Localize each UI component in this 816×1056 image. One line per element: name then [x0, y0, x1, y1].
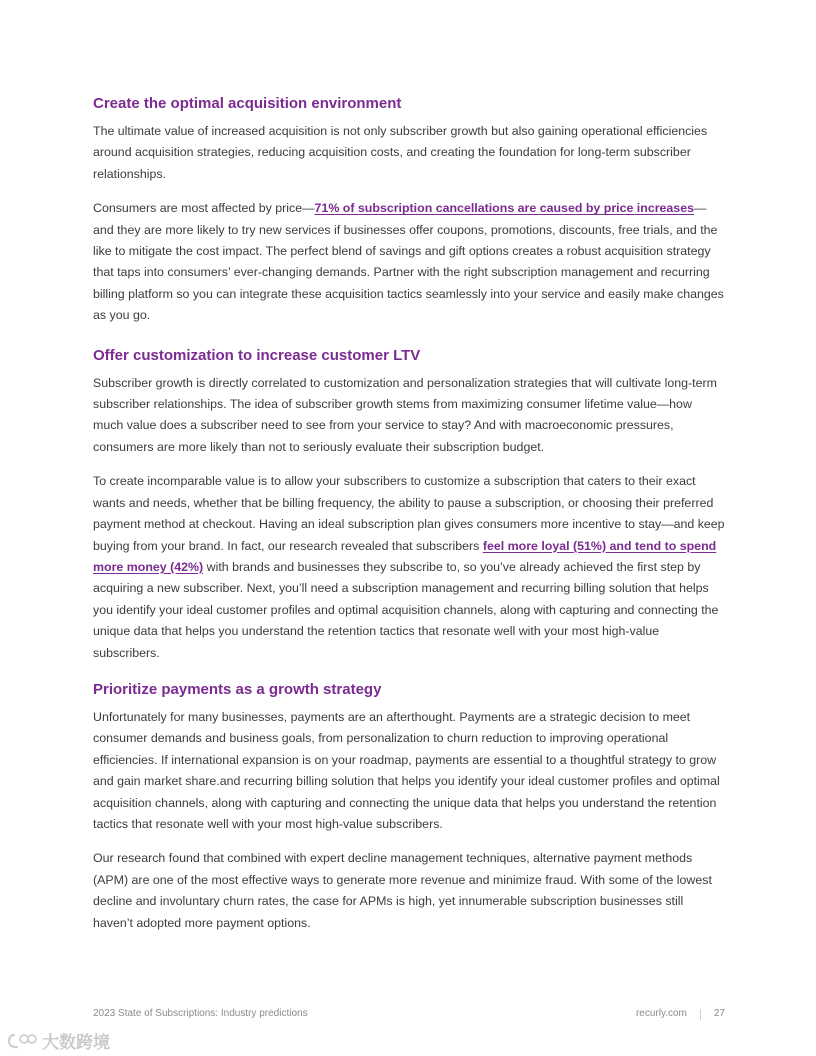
watermark-text: 大数跨境	[42, 1033, 110, 1052]
section-heading: Create the optimal acquisition environment	[93, 95, 402, 112]
page-footer	[93, 1007, 725, 1021]
paragraph-text: To create incomparable value is to allow your subscribers to customize a subscription that caters to their exact wants and needs, whether that be billing frequency, the ability to pause a subscription, or choosing their preferred payment method at checkout. Having an ideal subscription plan gives consumers more incentive to stay—and keep buying from your brand. In fact, our research revealed that subscribers	[93, 474, 725, 553]
paragraph-text: Consumers are most affected by price—	[93, 201, 315, 216]
section-heading: Prioritize payments as a growth strategy	[93, 680, 382, 698]
footer-right	[636, 1007, 725, 1021]
paragraph-text: —and they are more likely to try new services if businesses offer coupons, promotions, discounts, free trials, and the like to mitigate the cost impact. The perfect blend of savings and gift options creates a robust acquisition strategy that taps into consumers’ ever-changing demands. Partner with the right subscription management and recurring billing platform so you can integrate these acquisition tactics seamlessly into your service and easily make changes as you go.	[93, 201, 724, 323]
paragraph: Subscriber growth is directly correlated to customization and personalization strategies that will cultivate long-term subscriber relationships. The idea of subscriber growth stems from maximizing consumer lifetime value—how much value does a subscriber need to see from your service to stay? And with macroeconomic pressures, consumers are more likely than not to seriously evaluate their subscription budget.	[93, 375, 717, 454]
footer-divider	[700, 1009, 701, 1020]
footer-site-link[interactable]: recurly.com	[635, 1008, 687, 1019]
footer-document-title: 2023 State of Subscriptions: Industry predictions	[93, 1008, 308, 1019]
section-acquisition	[93, 94, 725, 327]
paragraph	[93, 198, 725, 326]
paragraph: Our research found that combined with expert decline management techniques, alternative payment methods (APM) are one of the most effective ways to generate more revenue and minimize fraud. With some of the lowest decline and involuntary churn rates, the case for APMs is high, yet innumerable subscription businesses still haven’t adopted more payment options.	[93, 851, 712, 930]
section-heading: Offer customization to increase customer LTV	[93, 346, 421, 364]
page-content	[93, 94, 725, 947]
watermark-logo-icon	[8, 1031, 38, 1051]
cancellations-stat-link[interactable]: 71% of subscription cancellations are caused by price increases	[314, 201, 694, 216]
loyalty-stat-link[interactable]: feel more loyal (51%) and tend to spend more money (42%)	[93, 538, 717, 574]
paragraph-text: with brands and businesses they subscribe to, so you’ve already achieved the first step by acquiring a new subscriber. Next, you’ll need a subscription management and recurring billing solution that helps you identify your ideal customer profiles and optimal acquisition channels, along with capturing and connecting the unique data that helps you understand the retention tactics that resonate well with your most high-value subscribers.	[93, 559, 719, 660]
watermark	[8, 1028, 110, 1053]
paragraph	[93, 471, 725, 664]
section-payments	[93, 680, 725, 934]
paragraph: The ultimate value of increased acquisition is not only subscriber growth but also gaining operational efficiencies around acquisition strategies, reducing acquisition costs, and creating the foundation for long-term subscriber relationships.	[93, 124, 708, 181]
page-number: 27	[713, 1008, 725, 1019]
paragraph: Unfortunately for many businesses, payments are an afterthought. Payments are a strategic decision to meet consumer demands and business goals, from personalization to churn reduction to improving operational efficiencies. If international expansion is on your roadmap, payments are essential to a thoughtful strategy to grow and gain market share.and recurring billing solution that helps you identify your ideal customer profiles and optimal acquisition channels, along with capturing and connecting the unique data that helps you understand the retention tactics that resonate well with your most high-value subscribers.	[93, 709, 720, 831]
section-customization	[93, 346, 725, 664]
